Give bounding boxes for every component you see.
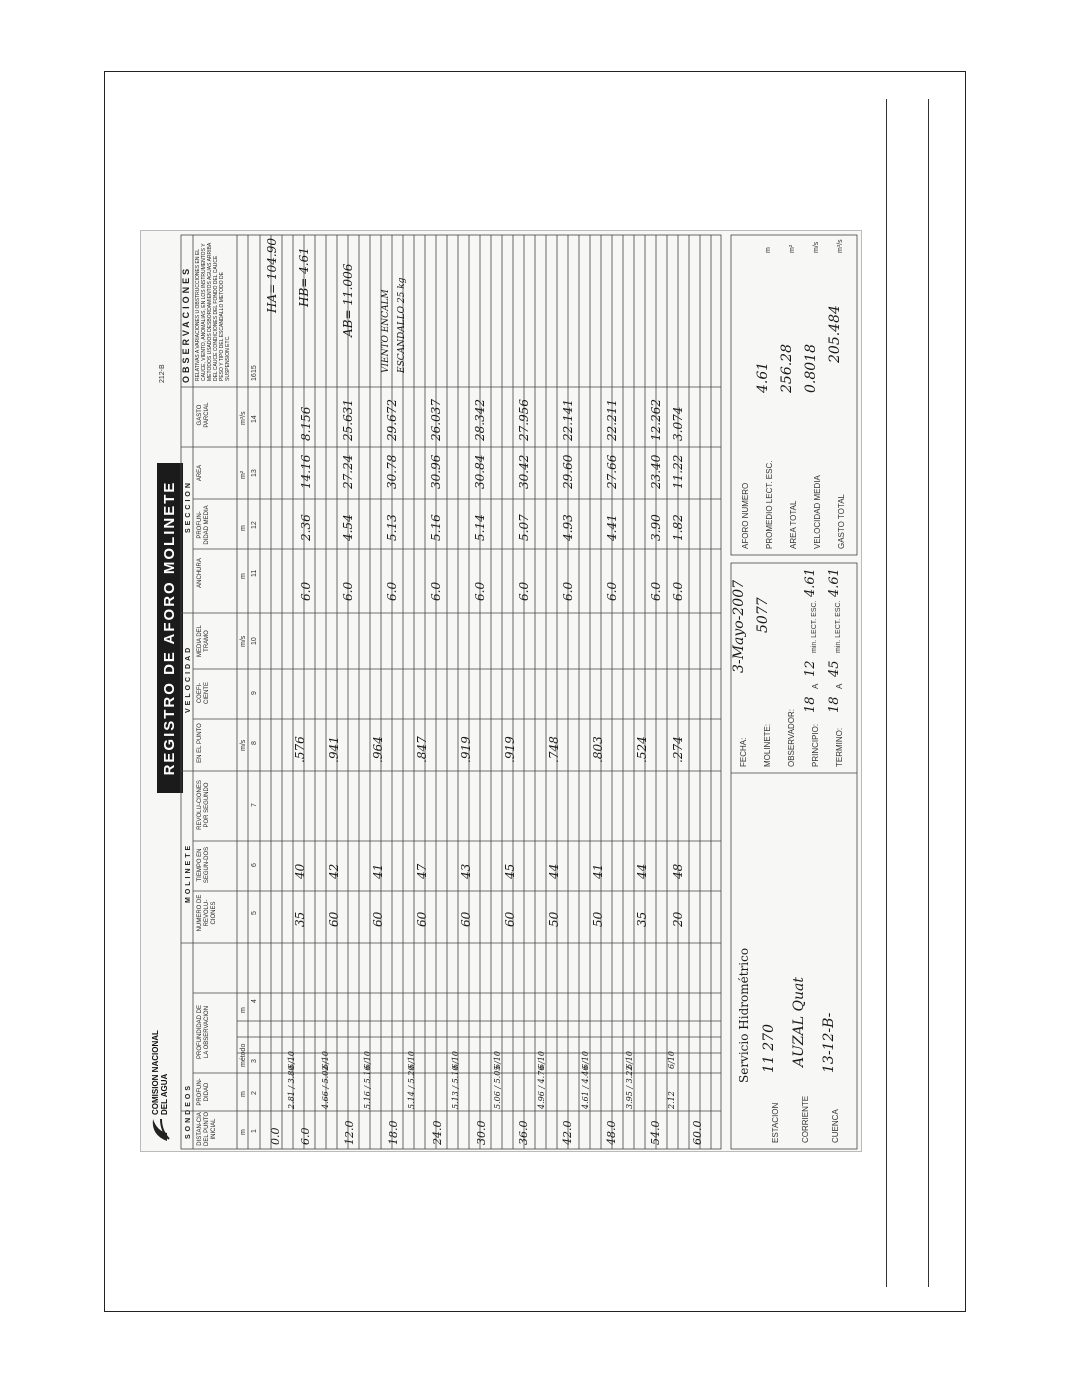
row-1-rev: 35 — [293, 911, 307, 927]
estacion-value: 11 270 — [761, 1024, 777, 1073]
corriente-label: CORRIENTE — [801, 1095, 810, 1143]
row-7-obs: 6/10 — [537, 1051, 546, 1069]
row-9-anch: 6.0 — [649, 581, 663, 601]
row-10-q: 3.074 — [671, 406, 685, 441]
row-3-pm: 5.13 — [385, 514, 399, 541]
row-9-q: 12.262 — [649, 399, 663, 441]
row-5-t: 43 — [459, 863, 473, 879]
row-9-pm: 3.90 — [649, 514, 663, 541]
row-7-pm: 4.93 — [561, 514, 575, 541]
cuenca-label: CUENCA — [831, 1109, 840, 1143]
principio-m: 12 — [803, 660, 818, 677]
row-2-pm: 4.54 — [341, 514, 355, 541]
row-9-prof: 3.95 / 3.22 — [625, 1065, 634, 1109]
unit-c13: m³/s — [240, 411, 247, 425]
colnum-15: 15 — [251, 365, 258, 373]
row-5-rev: 60 — [459, 911, 473, 927]
termino-h: 18 — [827, 696, 842, 713]
row-10-area: 11.22 — [671, 454, 685, 489]
header-observaciones-desc: RELATIVAS A VARIACIONES U OBSTRUCCIONES EN EL CAUCE, VIENTO, ANOMALIAS, EN LOS INSTRUMENTOS Y METODOS USADOS DESBORDAMIENTOS AGUAS ARRIBA DEL CAUCE CONDICIONES DEL FONDO DEL CAUCE PESO Y TIPO DEL ESCANDALLO METODO DE SUSPENSION ETC. — [195, 243, 231, 381]
row-9-t: 44 — [635, 863, 649, 879]
row-6-v: .919 — [503, 736, 517, 763]
row-6-pm: 5.07 — [517, 514, 531, 541]
row-4-pm: 5.16 — [429, 514, 443, 541]
row-0-dist: 0.0 — [269, 1127, 282, 1145]
section-sondeos: SONDEOS — [185, 1082, 192, 1139]
colnum-11: 11 — [251, 569, 258, 577]
unit-c2: m — [240, 1091, 247, 1097]
row-2-v: .941 — [327, 736, 341, 763]
service-title: Servicio Hidrométrico — [737, 947, 751, 1083]
molinete-value: 5077 — [755, 597, 771, 633]
row-8-obs: 6/10 — [581, 1051, 590, 1069]
principio-h: 18 — [803, 696, 818, 713]
row-5-obs: 6/10 — [451, 1051, 460, 1069]
molinete-label: MOLINETE: — [763, 723, 772, 767]
margin-line-right — [928, 99, 929, 1287]
area-total-label: AREA TOTAL — [789, 500, 798, 549]
row-8-dist: 48.0 — [605, 1120, 618, 1145]
area-total-unit: m² — [789, 244, 796, 253]
obs-note-hb: HB= 4.61 — [297, 247, 311, 307]
row-7-prof: 4.96 / 4.76 — [537, 1065, 546, 1109]
row-6-q: 27.956 — [517, 399, 531, 441]
area-total-value: 256.28 — [779, 344, 795, 393]
scanned-form — [140, 230, 862, 1152]
gasto-total-value: 205.484 — [827, 305, 843, 363]
row-3-dist: 18.0 — [387, 1120, 400, 1145]
obs-note-16: 16 — [251, 373, 258, 381]
promedio-label: PROMEDIO LECT. ESC. — [765, 460, 774, 549]
row-5-dist: 30.0 — [475, 1120, 488, 1145]
row-3-area: 30.78 — [385, 454, 399, 489]
section-observaciones: OBSERVACIONES — [181, 265, 191, 383]
row-1-q: 8.156 — [299, 406, 313, 441]
row-5-q: 28.342 — [473, 399, 487, 441]
colnum-3: 3 — [251, 1059, 258, 1063]
row-9-dist: 54.0 — [649, 1120, 662, 1145]
row-1-prof: 2.81 / 3.80 — [287, 1065, 296, 1109]
row-1-t: 40 — [293, 863, 307, 879]
row-8-pm: 4.41 — [605, 514, 619, 541]
agency-line-2: DEL AGUA — [160, 1073, 169, 1115]
row-6-t: 45 — [503, 863, 517, 879]
row-10-obs: 6/10 — [667, 1051, 676, 1069]
row-4-dist: 24.0 — [431, 1120, 444, 1145]
header-profundidad-observacion: PROFUNDIDAD DE LA OBSERVACION — [197, 1005, 210, 1060]
corriente-value: AUZAL Quat — [791, 977, 807, 1067]
row-2-area: 27.24 — [341, 454, 355, 489]
row-3-anch: 6.0 — [385, 581, 399, 601]
unit-c12: m² — [240, 470, 247, 479]
header-en-el-punto: EN EL PUNTO — [197, 723, 203, 763]
row-7-v: .748 — [547, 736, 561, 763]
principio-a: A — [811, 683, 820, 689]
vel-media-label: VELOCIDAD MEDIA — [813, 475, 822, 549]
row-4-anch: 6.0 — [429, 581, 443, 601]
section-seccion: SECCION — [185, 480, 192, 533]
row-1-area: 14.16 — [299, 454, 313, 489]
lect-esc-label-2: min. LECT. ESC. — [835, 600, 842, 653]
unit-c4: m — [240, 1007, 247, 1013]
row-3-rev: 60 — [371, 911, 385, 927]
row-1-obs: 6/10 — [287, 1051, 296, 1069]
row-4-t: 47 — [415, 863, 429, 879]
row-7-q: 22.141 — [561, 399, 575, 441]
row-3-q: 29.672 — [385, 399, 399, 441]
header-media-tramo: MEDIA DEL TRAMO — [197, 625, 210, 658]
header-numero-revoluciones: NUMERO DE REVOLU-CIONES — [197, 894, 217, 932]
row-5-area: 30.84 — [473, 454, 487, 489]
row-5-anch: 6.0 — [473, 581, 487, 601]
row-8-v: .803 — [591, 736, 605, 763]
row-10-t: 48 — [671, 863, 685, 879]
row-6-obs: 6/10 — [493, 1051, 502, 1069]
row-1-pm: 2.36 — [299, 514, 313, 541]
row-10-v: .274 — [671, 736, 685, 763]
section-molinete: MOLINETE — [185, 842, 192, 903]
row-8-rev: 50 — [591, 911, 605, 927]
lect-esc-label-1: min. LECT. ESC. — [811, 600, 818, 653]
estacion-label: ESTACION — [771, 1102, 780, 1143]
row-5-prof: 5.13 / 5.10 — [451, 1065, 460, 1109]
termino-a: A — [835, 683, 844, 689]
termino-label: TERMINO: — [835, 727, 844, 767]
row-10-prof: 2.12 — [667, 1091, 676, 1109]
unit-c3: método — [240, 1043, 247, 1067]
header-area: AREA — [197, 464, 203, 482]
row-1-dist: 6.0 — [299, 1127, 312, 1145]
lect-esc-1: 4.61 — [803, 568, 818, 597]
row-9-rev: 35 — [635, 911, 649, 927]
colnum-6: 6 — [251, 863, 258, 867]
row-2-dist: 12.0 — [343, 1120, 356, 1145]
row-7-anch: 6.0 — [561, 581, 575, 601]
colnum-8: 8 — [251, 741, 258, 745]
row-4-obs: 6/10 — [407, 1051, 416, 1069]
colnum-9: 9 — [251, 691, 258, 695]
row-10-dist: 60.0 — [691, 1120, 704, 1145]
row-3-obs: 6/10 — [363, 1051, 372, 1069]
row-2-rev: 60 — [327, 911, 341, 927]
colnum-10: 10 — [251, 637, 258, 645]
header-anchura: ANCHURA — [197, 558, 203, 588]
vel-media-value: 0.8018 — [803, 344, 819, 393]
row-3-v: .964 — [371, 736, 385, 763]
fecha-label: FECHA: — [739, 737, 748, 767]
header-coeficiente: COEFI-CIENTE — [197, 682, 210, 705]
row-6-prof: 5.06 / 5.05 — [493, 1065, 502, 1109]
unit-c11: m — [240, 525, 247, 531]
rotated-form-content — [141, 231, 862, 1152]
aforo-numero-label: AFORO NUMERO — [741, 482, 750, 549]
unit-c10: m — [240, 573, 247, 579]
gasto-total-label: GASTO TOTAL — [837, 494, 846, 549]
row-9-area: 23.40 — [649, 454, 663, 489]
row-10-rev: 20 — [671, 911, 685, 927]
row-8-area: 27.66 — [605, 454, 619, 489]
row-4-rev: 60 — [415, 911, 429, 927]
observador-label: OBSERVADOR: — [787, 709, 796, 767]
colnum-13: 13 — [251, 469, 258, 477]
colnum-4: 4 — [251, 999, 258, 1003]
colnum-14: 14 — [251, 415, 258, 423]
row-2-prof: 4.66 / 5.02 — [321, 1065, 330, 1109]
termino-m: 45 — [827, 660, 842, 677]
row-8-anch: 6.0 — [605, 581, 619, 601]
row-10-anch: 6.0 — [671, 581, 685, 601]
section-velocidad: VELOCIDAD — [185, 644, 192, 713]
row-2-anch: 6.0 — [341, 581, 355, 601]
row-10-pm: 1.82 — [671, 514, 685, 541]
header-tiempo: TIEMPO EN SEGUN-DOS — [197, 846, 210, 884]
row-6-rev: 60 — [503, 911, 517, 927]
row-2-q: 25.631 — [341, 399, 355, 441]
colnum-7: 7 — [251, 803, 258, 807]
row-7-area: 29.60 — [561, 454, 575, 489]
obs-note-viento: VIENTO ENCALM — [381, 289, 391, 373]
margin-line-left — [886, 99, 887, 1287]
row-1-anch: 6.0 — [299, 581, 313, 601]
agency-line-1: COMISION NACIONAL — [151, 1030, 160, 1115]
row-5-v: .919 — [459, 736, 473, 763]
principio-label: PRINCIPIO: — [811, 723, 820, 767]
promedio-value: 4.61 — [755, 361, 771, 393]
colnum-2: 2 — [251, 1091, 258, 1095]
row-7-dist: 42.0 — [561, 1120, 574, 1145]
row-6-area: 30.42 — [517, 454, 531, 489]
row-6-dist: 36.0 — [517, 1120, 530, 1145]
row-7-rev: 50 — [547, 911, 561, 927]
obs-note-ha: HA= 104.90 — [265, 238, 279, 313]
unit-c9: m/s — [240, 635, 247, 647]
row-8-q: 22.211 — [605, 399, 619, 441]
row-4-v: .847 — [415, 736, 429, 763]
row-9-v: .524 — [635, 736, 649, 763]
row-9-obs: 6/10 — [625, 1051, 634, 1069]
vel-media-unit: m/s — [813, 241, 820, 253]
row-5-pm: 5.14 — [473, 514, 487, 541]
header-profundidad-media: PROFUN-DIDAD MEDIA — [197, 505, 210, 545]
promedio-unit: m — [765, 247, 772, 253]
row-4-prof: 5.14 / 5.20 — [407, 1065, 416, 1109]
row-6-anch: 6.0 — [517, 581, 531, 601]
row-4-area: 30.96 — [429, 454, 443, 489]
row-3-prof: 5.16 / 5.16 — [363, 1065, 372, 1109]
form-code: 212-B — [159, 364, 166, 383]
gasto-total-unit: m³/s — [837, 239, 844, 253]
unit-c1: m — [240, 1129, 247, 1135]
header-distancia: DISTAN-CIA DEL PUNTO INICIAL — [197, 1112, 217, 1147]
fecha-value: 3-Mayo-2007 — [731, 579, 747, 673]
cuenca-value: 13-12-B- — [821, 1012, 837, 1073]
form-title: REGISTRO DE AFORO MOLINETE — [157, 463, 183, 793]
obs-note-ab: AB= 11.006 — [341, 263, 355, 337]
header-profundidad: PROFUN-DIDAD — [197, 1078, 210, 1106]
obs-note-escandallo: ESCANDALLO 25 kg — [397, 277, 407, 373]
row-4-q: 26.037 — [429, 399, 443, 441]
lect-esc-2: 4.61 — [827, 568, 842, 597]
row-3-t: 41 — [371, 863, 385, 879]
row-8-t: 41 — [591, 863, 605, 879]
row-1-v: .576 — [293, 736, 307, 763]
header-revoluciones-segundo: REVOLU-CIONES POR SEGUNDO — [197, 780, 210, 830]
form-grid — [141, 231, 862, 1152]
colnum-5: 5 — [251, 911, 258, 915]
row-2-t: 42 — [327, 863, 341, 879]
row-2-obs: 6/10 — [321, 1051, 330, 1069]
header-gasto-parcial: GASTO PARCIAL — [197, 402, 210, 428]
unit-c7: m/s — [240, 739, 247, 751]
colnum-1: 1 — [251, 1129, 258, 1133]
row-7-t: 44 — [547, 863, 561, 879]
colnum-12: 12 — [251, 521, 258, 529]
row-8-prof: 4.61 / 4.46 — [581, 1065, 590, 1109]
